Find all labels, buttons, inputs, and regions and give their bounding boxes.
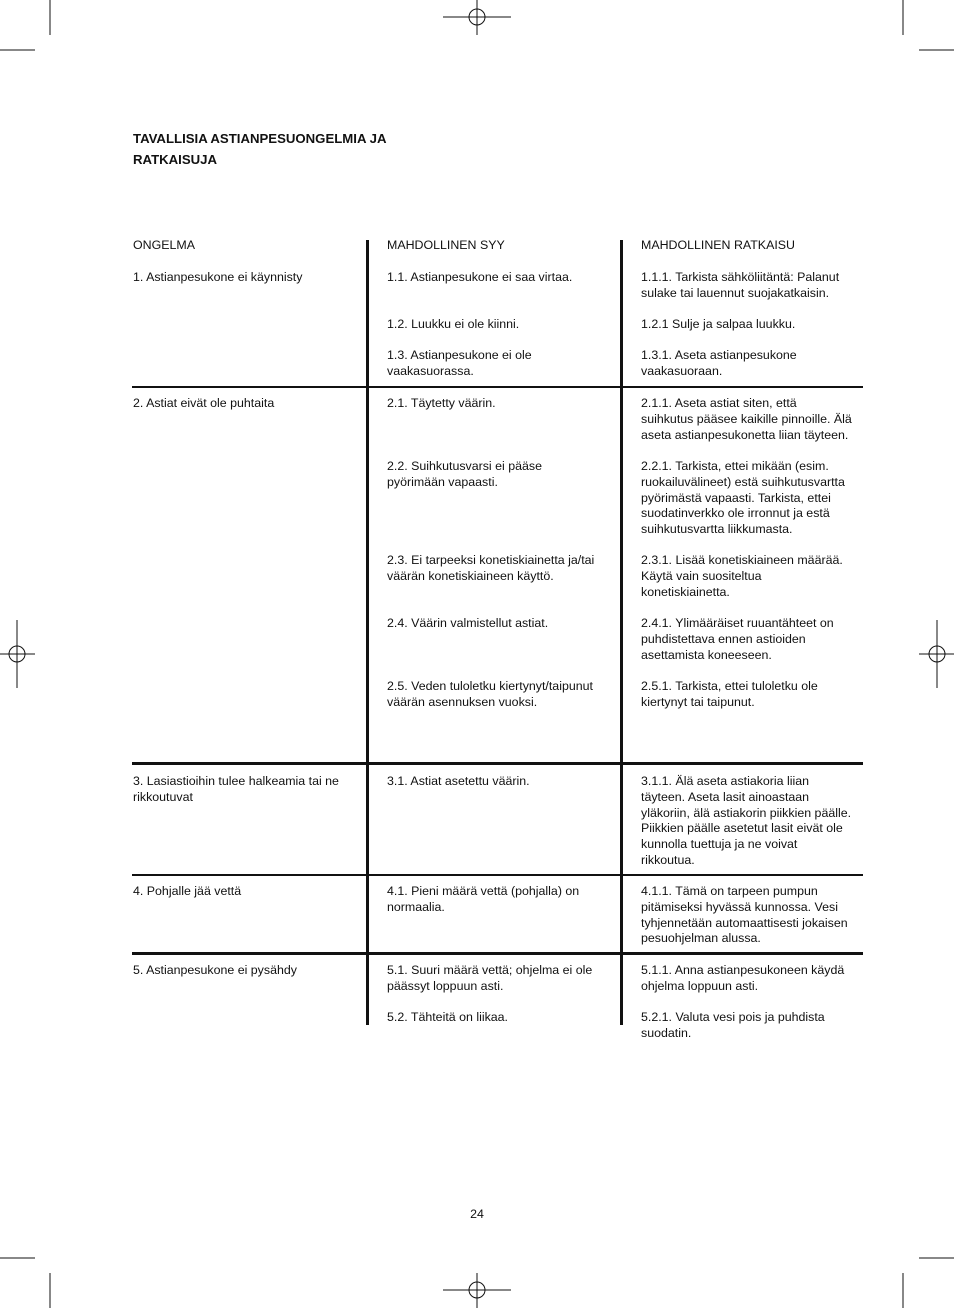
- header-solution: MAHDOLLINEN RATKAISU: [641, 238, 795, 252]
- cause-1-1: 1.1. Astianpesukone ei saa virtaa.: [387, 270, 573, 284]
- cause-1-2: 1.2. Luukku ei ole kiinni.: [387, 317, 520, 331]
- problem-5: 5. Astianpesukone ei pysähdy: [133, 963, 297, 977]
- header-problem: ONGELMA: [133, 238, 195, 252]
- cause-2-2: 2.2. Suihkutusvarsi ei pääse pyörimään vapaasti.: [387, 459, 542, 489]
- problem-2: 2. Astiat eivät ole puhtaita: [133, 396, 275, 410]
- row-separator: [132, 762, 863, 765]
- problem-4: 4. Pohjalle jää vettä: [133, 884, 242, 898]
- page-number: 24: [470, 1207, 484, 1221]
- solution-1-1: 1.1.1. Tarkista sähköliitäntä: Palanut sulake tai lauennut suojakatkaisin.: [641, 270, 840, 300]
- cause-2-1: 2.1. Täytetty väärin.: [387, 396, 496, 410]
- page-title: TAVALLISIA ASTIANPESUONGELMIA JA RATKAISUJA: [133, 131, 387, 167]
- solution-2-3: 2.3.1. Lisää konetiskiaineen määrää. Käytä vain suositeltua konetiskiainetta.: [641, 553, 843, 599]
- column-divider-2: [620, 240, 623, 1025]
- cause-4-1: 4.1. Pieni määrä vettä (pohjalla) on normaalia.: [387, 884, 580, 914]
- solution-3-1: 3.1.1. Älä aseta astiakoria liian täyteen. Aseta lasit ainoastaan yläkoriin, älä astiakorin piikkien päälle. Piikkien päälle asetetut lasit eivät ole kunnolla tuettuja ja ne voivat rikkoutua.: [641, 774, 852, 867]
- solution-2-4: 2.4.1. Ylimääräiset ruuantähteet on puhdistettava ennen astioiden asettamista koneeseen.: [641, 616, 834, 662]
- solution-5-2: 5.2.1. Valuta vesi pois ja puhdista suodatin.: [641, 1010, 825, 1040]
- header-cause: MAHDOLLINEN SYY: [387, 238, 505, 252]
- problem-3: 3. Lasiastioihin tulee halkeamia tai ne rikkoutuvat: [133, 774, 339, 804]
- solution-4-1: 4.1.1. Tämä on tarpeen pumpun pitämiseksi hyvässä kunnossa. Vesi tyhjennetään automaattisesti jokaisen pesuohjelman alussa.: [641, 884, 848, 946]
- registration-target-right: [919, 620, 954, 688]
- solution-2-5: 2.5.1. Tarkista, ettei tuloletku ole kiertynyt tai taipunut.: [641, 679, 818, 709]
- solution-1-2: 1.2.1 Sulje ja salpaa luukku.: [641, 317, 796, 331]
- solution-2-2: 2.2.1. Tarkista, ettei mikään (esim. ruokailuvälineet) estä suihkutusvartta pyörimästä vapaasti. Tarkista, ettei suodatinverkko ole irronnut ja estä suihkutusvartta liikkumasta.: [641, 459, 845, 537]
- cause-2-4: 2.4. Väärin valmistellut astiat.: [387, 616, 549, 630]
- cause-5-1: 5.1. Suuri määrä vettä; ohjelma ei ole päässyt loppuun asti.: [387, 963, 593, 993]
- problem-1: 1. Astianpesukone ei käynnisty: [133, 270, 303, 284]
- cause-2-3: 2.3. Ei tarpeeksi konetiskiainetta ja/tai väärän konetiskiaineen käyttö.: [387, 553, 595, 583]
- row-separator: [132, 952, 863, 955]
- row-separator: [132, 874, 863, 876]
- registration-target-left: [0, 620, 35, 688]
- solution-1-3: 1.3.1. Aseta astianpesukone vaakasuoraan.: [641, 348, 797, 378]
- column-divider-1: [366, 240, 369, 1025]
- registration-target-top: [443, 0, 511, 35]
- cause-3-1: 3.1. Astiat asetettu väärin.: [387, 774, 530, 788]
- solution-5-1: 5.1.1. Anna astianpesukoneen käydä ohjelma loppuun asti.: [641, 963, 845, 993]
- cause-1-3: 1.3. Astianpesukone ei ole vaakasuorassa.: [387, 348, 532, 378]
- row-separator: [132, 386, 863, 388]
- solution-2-1: 2.1.1. Aseta astiat siten, että suihkutus pääsee kaikille pinnoille. Älä aseta astianpesukonetta liian täyteen.: [641, 396, 852, 442]
- cause-5-2: 5.2. Tähteitä on liikaa.: [387, 1010, 509, 1024]
- registration-target-bottom: [443, 1273, 511, 1308]
- cause-2-5: 2.5. Veden tuloletku kiertynyt/taipunut väärän asennuksen vuoksi.: [387, 679, 593, 709]
